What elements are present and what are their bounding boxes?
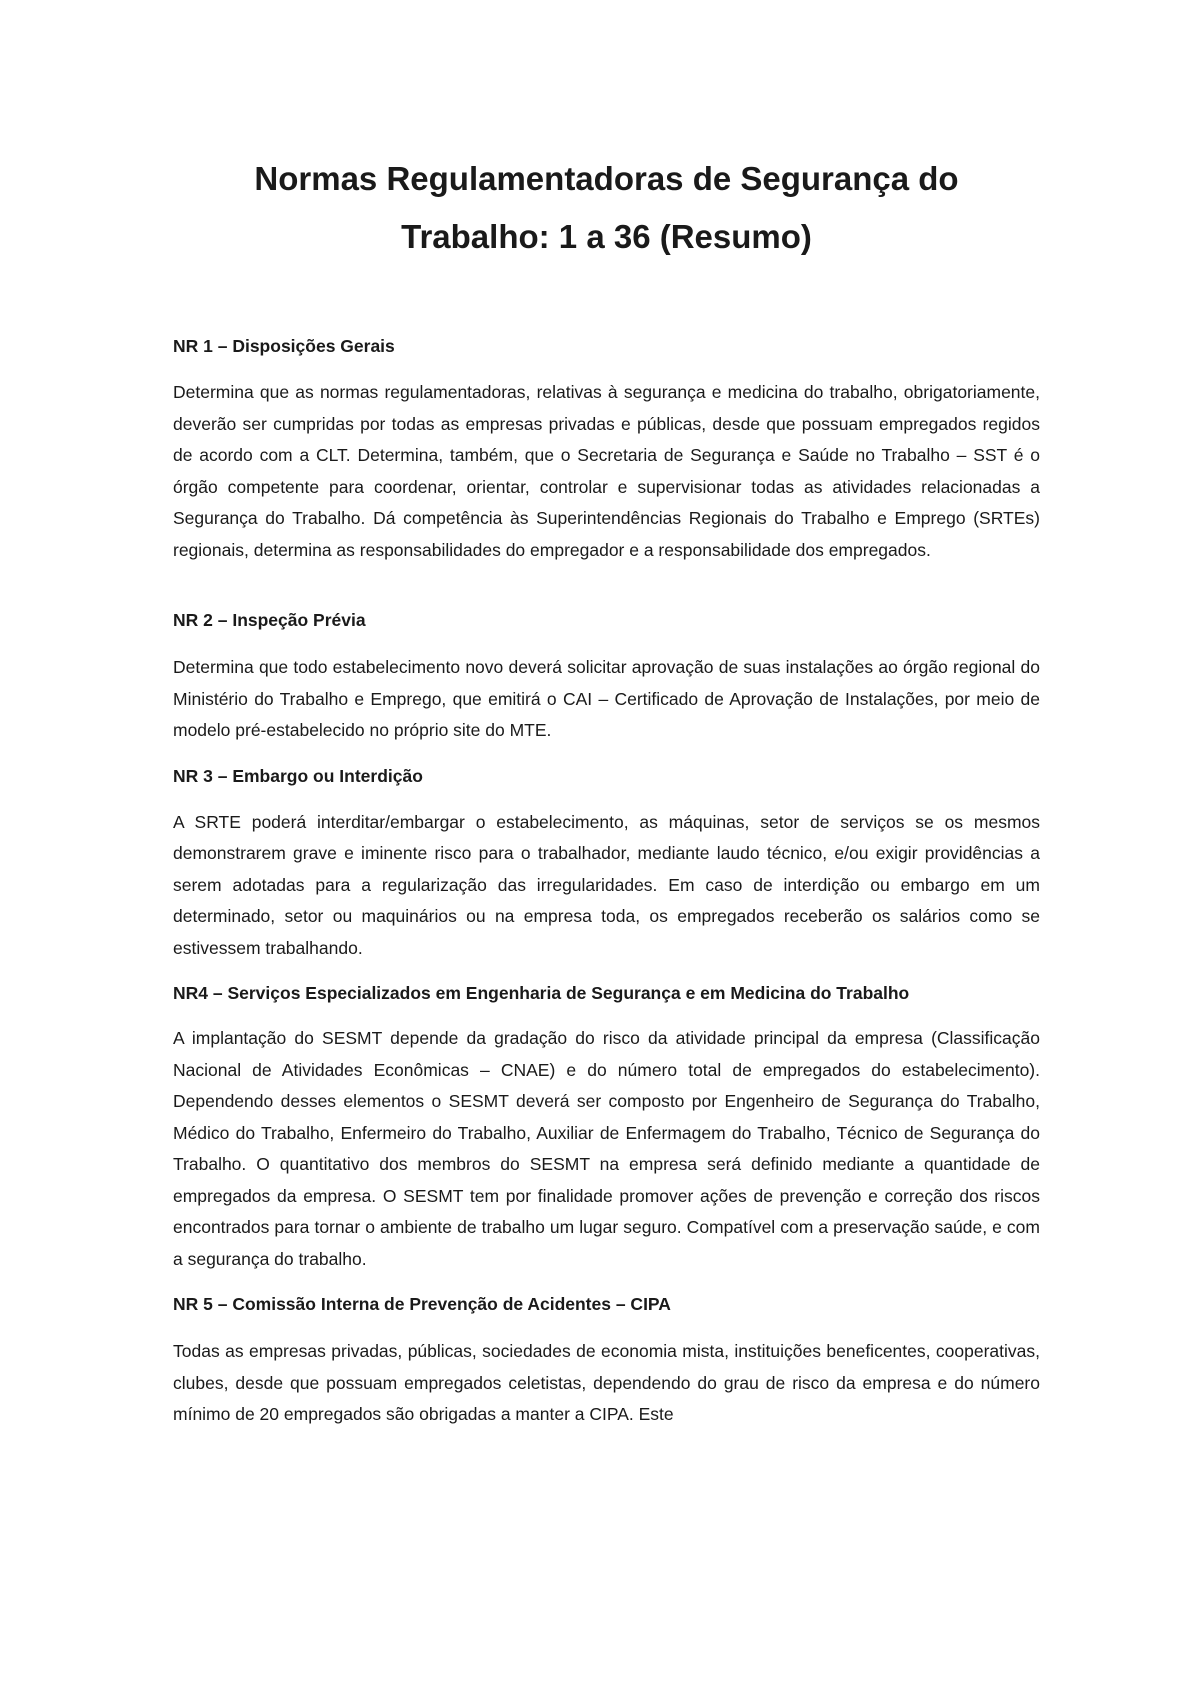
section-nr2 — [173, 606, 1040, 747]
section-body: A implantação do SESMT depende da gradação do risco da atividade principal da empresa (Classificação Nacional de Atividades Econômicas – CNAE) e do número total de empregados do estabelecimento). Dependendo desses elementos o SESMT deverá ser composto por Engenheiro de Segurança do Trabalho, Médico do Trabalho, Enfermeiro do Trabalho, Auxiliar de Enfermagem do Trabalho, Técnico de Segurança do Trabalho. O quantitativo dos membros do SESMT na empresa será definido mediante a quantidade de empregados da empresa. O SESMT tem por finalidade promover ações de prevenção e correção dos riscos encontrados para tornar o ambiente de trabalho um lugar seguro. Compatível com a preservação saúde, e com a segurança do trabalho. — [173, 1028, 1040, 1269]
section-nr4 — [173, 979, 1040, 1275]
section-nr3 — [173, 762, 1040, 965]
section-heading: NR 3 – Embargo ou Interdição — [173, 765, 423, 786]
section-heading: NR 1 – Disposições Gerais — [173, 336, 395, 356]
section-heading: NR 5 – Comissão Interna de Prevenção de Acidentes – CIPA — [173, 1294, 671, 1314]
title-line-2: Trabalho: 1 a 36 (Resumo) — [401, 218, 812, 255]
section-nr5 — [173, 1290, 1040, 1431]
title-line-1: Normas Regulamentadoras de Segurança do — [254, 160, 959, 197]
section-body: Todas as empresas privadas, públicas, sociedades de economia mista, instituições beneficentes, cooperativas, clubes, desde que possuam empregados celetistas, dependendo do grau de risco da empresa e do número mínimo de 20 empregados são obrigadas a manter a CIPA. Este — [173, 1341, 1040, 1424]
section-heading: NR 2 – Inspeção Prévia — [173, 610, 366, 630]
section-body: Determina que todo estabelecimento novo deverá solicitar aprovação de suas instalações ao órgão regional do Ministério do Trabalho e Emprego, que emitirá o CAI – Certificado de Aprovação de Instalações, por meio de modelo pré-estabelecido no próprio site do MTE. — [173, 657, 1040, 740]
section-heading: NR4 – Serviços Especializados em Engenharia de Segurança e em Medicina do Trabalho — [173, 983, 910, 1003]
section-body: Determina que as normas regulamentadoras, relativas à segurança e medicina do trabalho, obrigatoriamente, deverão ser cumpridas por todas as empresas privadas e públicas, desde que possuam empregados regidos de acordo com a CLT. Determina, também, que o Secretaria de Segurança e Saúde no Trabalho – SST é o órgão competente para coordenar, orientar, controlar e supervisionar todas as atividades relacionadas a Segurança do Trabalho. Dá competência às Superintendências Regionais do Trabalho e Emprego (SRTEs) regionais, determina as responsabilidades do empregador e a responsabilidade dos empregados. — [173, 382, 1040, 560]
section-nr1 — [173, 332, 1040, 566]
document-title — [173, 150, 1040, 266]
section-body: A SRTE poderá interditar/embargar o estabelecimento, as máquinas, setor de serviços se os mesmos demonstrarem grave e iminente risco para o trabalhador, mediante laudo técnico, e/ou exigir providências a serem adotadas para a regularização das irregularidades. Em caso de interdição ou embargo em um determinado, setor ou maquinários ou na empresa toda, os empregados receberão os salários como se estivessem trabalhando. — [173, 811, 1040, 958]
